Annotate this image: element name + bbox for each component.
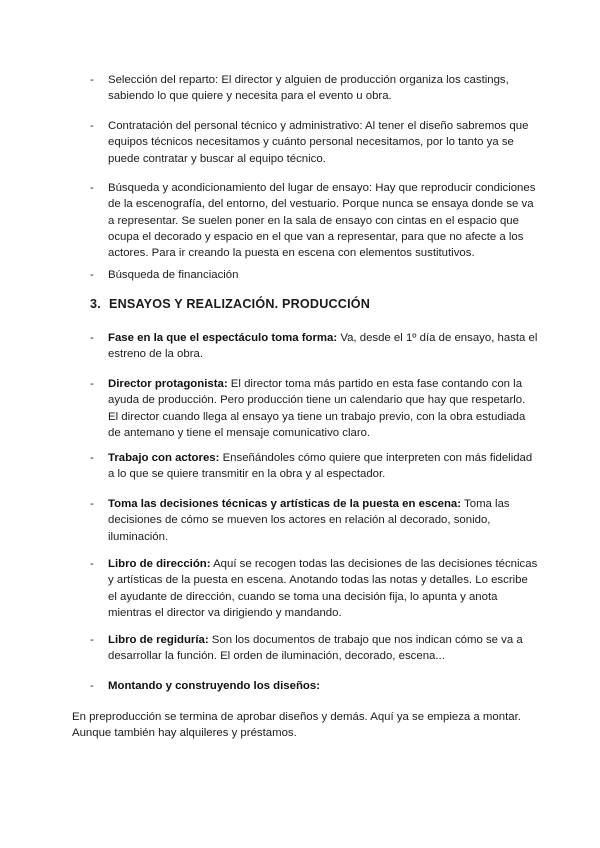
section-title: ENSAYOS Y REALIZACIÓN. PRODUCCIÓN	[109, 297, 371, 311]
text-line: Contratación del personal técnico y administrativo: Al tener el diseño sabremos que	[108, 120, 529, 132]
text-line	[108, 678, 533, 694]
item-term: Director protagonista:	[108, 378, 228, 390]
text-line: Director protagonista: El director toma más partido en esta fase contando con la	[108, 378, 523, 390]
text-line: Búsqueda y acondicionamiento del lugar de ensayo: Hay que reproducir condiciones	[108, 182, 536, 194]
item-term: Fase en la que el espectáculo toma forma:	[108, 332, 338, 344]
list-item-text	[108, 267, 533, 283]
text-line: actores. Para ir creando la puesta en escena con elementos sustitutivos.	[108, 247, 475, 260]
list-item-text	[108, 72, 533, 105]
bullet-dash: -	[90, 558, 94, 570]
list-item-text	[108, 450, 533, 483]
bullet-dash: -	[90, 74, 94, 86]
bullet-dash: -	[90, 269, 94, 281]
bullet-dash: -	[90, 120, 94, 132]
text-line: Toma las decisiones técnicas y artísticas de la puesta en escena: Toma las	[108, 498, 510, 510]
list-item-text	[108, 496, 533, 545]
text-line: estreno de la obra.	[108, 348, 203, 361]
text-line: ocupa el decorado y espacio en el que van a representar, para que no afecte a los	[108, 230, 524, 243]
text-line: el ayudante de dirección, cuando se toma una decisión fija, lo apunta y anota	[108, 590, 498, 603]
list-item-text	[108, 678, 533, 694]
list-item-text	[108, 632, 533, 665]
item-term: Montando y construyendo los diseños:	[108, 680, 321, 692]
text-line: a lo que se quiere transmitir en la obra y al espectador.	[108, 468, 386, 481]
bullet-dash: -	[90, 378, 94, 390]
bullet-dash: -	[90, 332, 94, 344]
list-item-text	[108, 376, 533, 441]
text-line: de antemano y tiene el mensaje comunicativo claro.	[108, 426, 371, 439]
section-heading	[90, 296, 370, 312]
list-item-text	[108, 330, 538, 363]
text-line: Selección del reparto: El director y alguien de producción organiza los castings,	[108, 74, 509, 86]
text-line: equipos técnicos necesitamos y cuánto personal necesitamos, por lo tanto ya se	[108, 136, 514, 149]
text-line: ayuda de producción. Pero producción tiene un calendario que hay que respetarlo.	[108, 394, 526, 407]
list-item-text	[108, 118, 533, 167]
section-number: 3.	[90, 297, 101, 311]
text-line: iluminación.	[108, 530, 169, 543]
text-line: sabiendo lo que quiere y necesita para el evento u obra.	[108, 90, 392, 103]
text-line: decisiones de cómo se mueven los actores en relación al decorado, sonido,	[108, 514, 491, 527]
bullet-dash: -	[90, 634, 94, 646]
text-line: Fase en la que el espectáculo toma forma: Va, desde el 1º día de ensayo, hasta el	[108, 332, 538, 344]
text-line: Aunque también hay alquileres y préstamos.	[72, 727, 297, 740]
text-line: Libro de dirección: Aquí se recogen todas las decisiones de las decisiones técnicas	[108, 558, 538, 570]
item-term: Libro de dirección:	[108, 558, 211, 570]
item-term: Libro de regiduría:	[108, 634, 209, 646]
text-line: mientras el director va dirigiendo y mandando.	[108, 606, 342, 619]
text-line: y artísticas de la puesta en escena. Anotando todas las notas y detalles. Lo escribe	[108, 574, 528, 587]
text-line: El director cuando llega al ensayo ya tiene un trabajo previo, con la obra estudiada	[108, 410, 526, 423]
item-term: Toma las decisiones técnicas y artísticas de la puesta en escena:	[108, 498, 462, 510]
text-line: Libro de regiduría: Son los documentos de trabajo que nos indican cómo se va a	[108, 634, 523, 646]
text-line: Búsqueda de financiación	[108, 269, 239, 281]
bullet-dash: -	[90, 498, 94, 510]
text-line: desarrollar la función. El orden de iluminación, decorado, escena...	[108, 650, 445, 663]
closing-paragraph	[72, 709, 542, 742]
text-line: En preproducción se termina de aprobar diseños y demás. Aquí ya se empieza a montar.	[72, 711, 521, 723]
text-line: puede contratar y buscar al equipo técnico.	[108, 152, 326, 165]
text-line: Trabajo con actores: Enseñándoles cómo quiere que interpreten con más fidelidad	[108, 452, 533, 464]
list-item-text	[108, 180, 536, 261]
bullet-dash: -	[90, 182, 94, 194]
bullet-dash: -	[90, 452, 94, 464]
item-term: Trabajo con actores:	[108, 452, 220, 464]
text-line: a representar. Se suelen poner en la sala de ensayo con cintas en el espacio que	[108, 214, 519, 227]
list-item-text	[108, 556, 538, 621]
text-line: de la escenografía, del entorno, del vestuario. Porque nunca se ensaya donde se va	[108, 198, 534, 211]
bullet-dash: -	[90, 680, 94, 692]
